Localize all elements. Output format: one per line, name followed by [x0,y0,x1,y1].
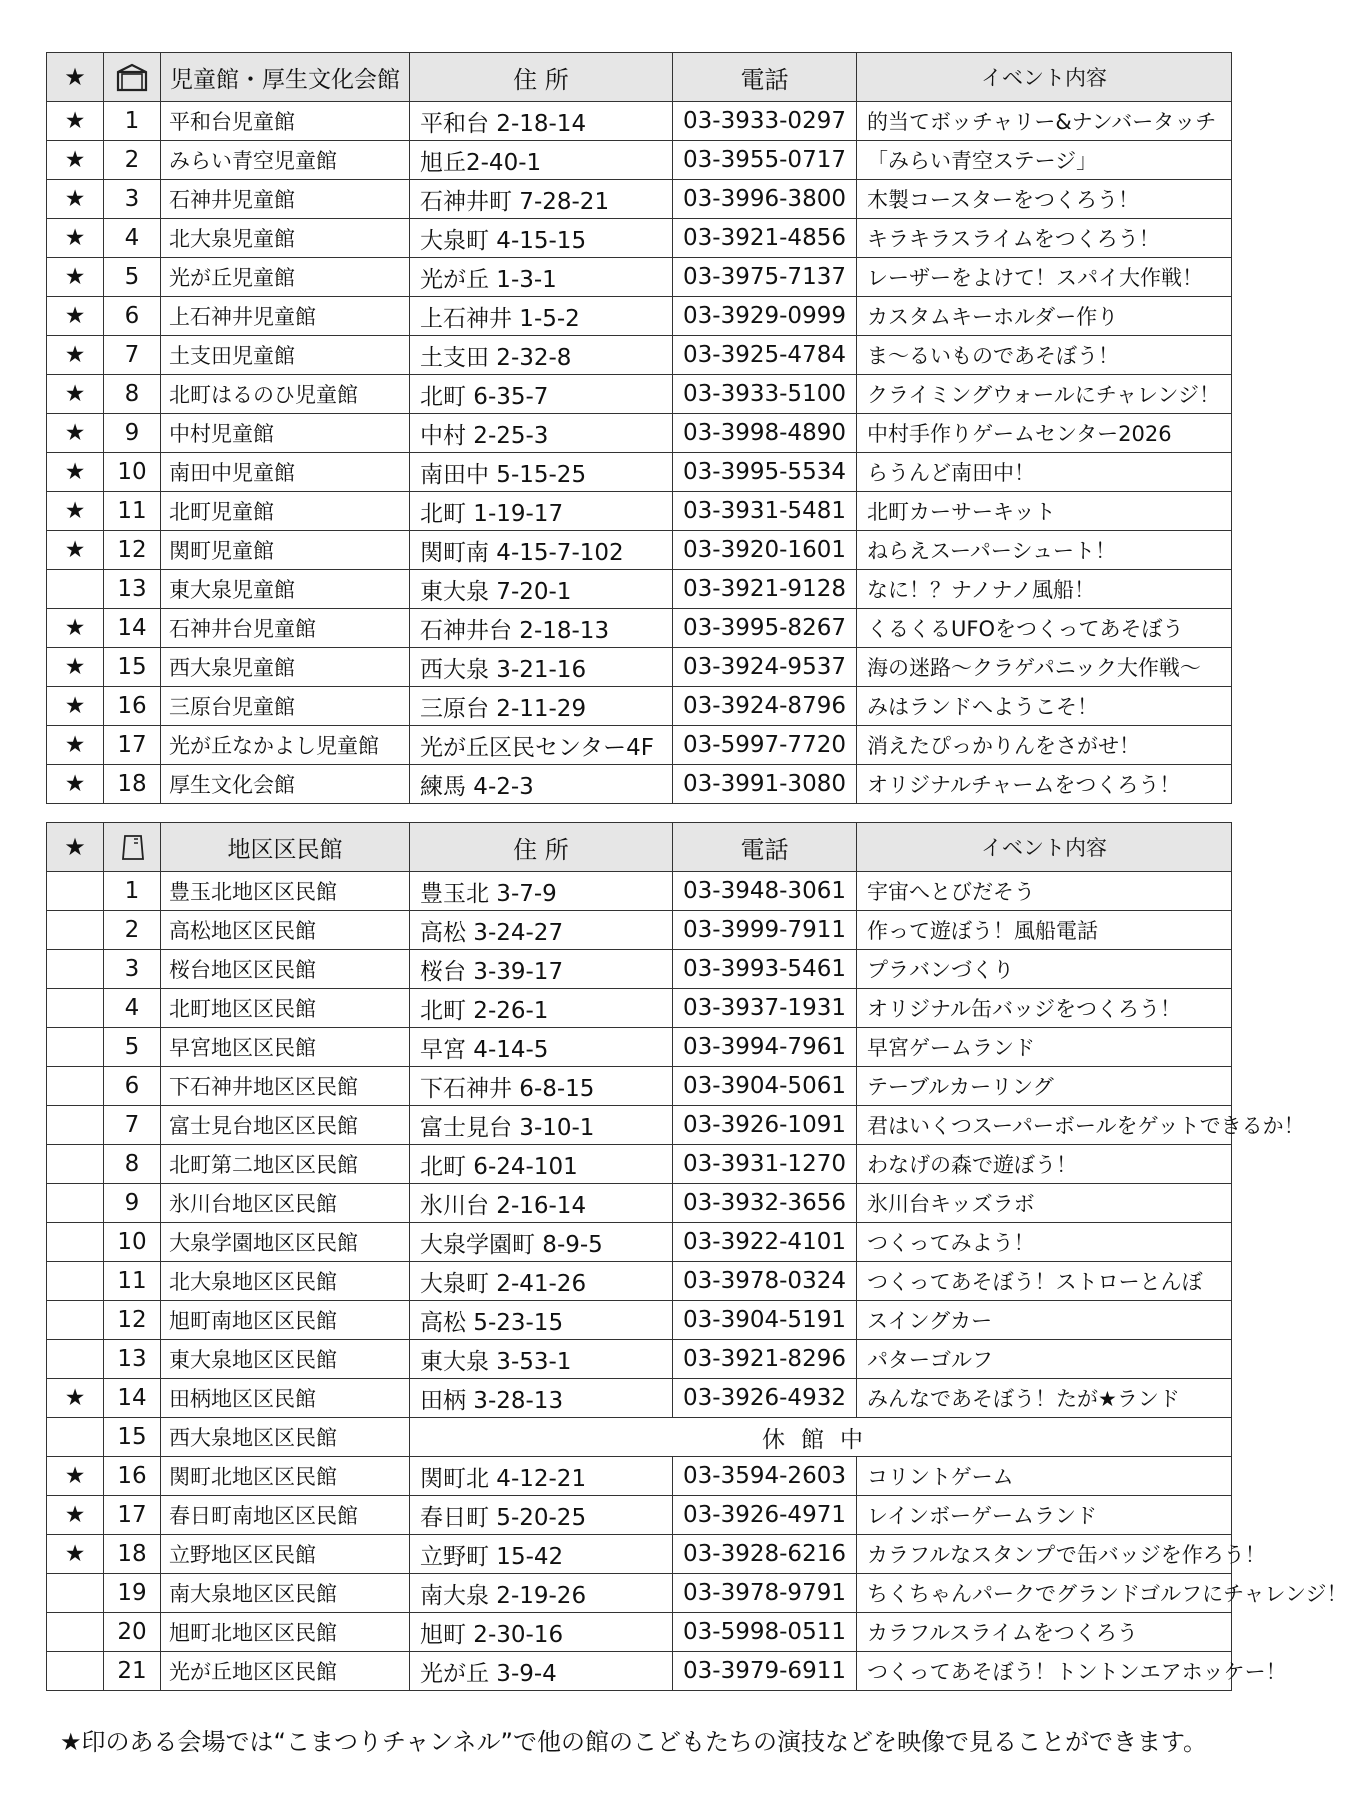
address: 関町北 4-12-21 [410,1457,673,1496]
phone-number: 03-3921-9128 [673,570,857,609]
row-number: 15 [104,648,161,687]
phone-number: 03-3594-2603 [673,1457,857,1496]
address: 土支田 2-32-8 [410,336,673,375]
event-description: 君はいくつスーパーボールをゲットできるか！ [857,1106,1232,1145]
table-row [47,570,1232,609]
table-row [47,531,1232,570]
phone-number: 03-3995-8267 [673,609,857,648]
event-description: ちくちゃんパークでグランドゴルフにチャレンジ！ [857,1574,1232,1613]
row-number: 14 [104,609,161,648]
facility-name: みらい青空児童館 [161,141,410,180]
facility-name: 平和台児童館 [161,102,410,141]
star-mark: ★ [47,1457,104,1496]
star-mark: ★ [47,180,104,219]
table-row [47,1145,1232,1184]
facility-name: 東大泉地区区民館 [161,1340,410,1379]
facility-name-header: 地区区民館 [161,823,410,872]
star-mark: ★ [47,726,104,765]
event-description: 「みらい青空ステージ」 [857,141,1232,180]
phone-number: 03-3921-8296 [673,1340,857,1379]
facility-name: 南田中児童館 [161,453,410,492]
star-mark [47,570,104,609]
row-number: 13 [104,570,161,609]
table-row [47,1106,1232,1145]
phone-header: 電話 [673,823,857,872]
table-row [47,141,1232,180]
star-mark: ★ [47,336,104,375]
event-header: イベント内容 [857,53,1232,102]
facility-name: 高松地区区民館 [161,911,410,950]
facility-name: 下石神井地区区民館 [161,1067,410,1106]
event-description: 作って遊ぼう！風船電話 [857,911,1232,950]
facility-name: 三原台児童館 [161,687,410,726]
star-mark: ★ [47,219,104,258]
phone-number: 03-3998-4890 [673,414,857,453]
table-row [47,336,1232,375]
facility-name: 石神井児童館 [161,180,410,219]
address: 大泉学園町 8-9-5 [410,1223,673,1262]
star-mark [47,1028,104,1067]
table-row [47,911,1232,950]
phone-number: 03-3929-0999 [673,297,857,336]
footnote: ★印のある会場では“こまつりチャンネル”で他の館のこどもたちの演技などを映像で見ることができます。 [60,1728,1208,1756]
star-mark: ★ [47,687,104,726]
facility-name: 石神井台児童館 [161,609,410,648]
event-description: ねらえスーパーシュート！ [857,531,1232,570]
phone-number: 03-3955-0717 [673,141,857,180]
event-description: プラバンづくり [857,950,1232,989]
address: 光が丘 3-9-4 [410,1652,673,1691]
star-mark: ★ [47,414,104,453]
phone-number: 03-5998-0511 [673,1613,857,1652]
row-number: 13 [104,1340,161,1379]
event-description: クライミングウォールにチャレンジ！ [857,375,1232,414]
row-number: 9 [104,1184,161,1223]
address-header: 住 所 [410,53,673,102]
row-number: 1 [104,872,161,911]
event-description: カスタムキーホルダー作り [857,297,1232,336]
phone-number: 03-3979-6911 [673,1652,857,1691]
address: 上石神井 1-5-2 [410,297,673,336]
address: 東大泉 3-53-1 [410,1340,673,1379]
phone-number: 03-3975-7137 [673,258,857,297]
row-number: 16 [104,687,161,726]
facility-name: 富士見台地区区民館 [161,1106,410,1145]
address: 練馬 4-2-3 [410,765,673,804]
event-description: ま～るいものであそぼう！ [857,336,1232,375]
phone-number: 03-3994-7961 [673,1028,857,1067]
table-row [47,687,1232,726]
star-mark: ★ [47,453,104,492]
star-mark: ★ [47,1379,104,1418]
star-mark: ★ [47,141,104,180]
facility-name: 北町児童館 [161,492,410,531]
address: 平和台 2-18-14 [410,102,673,141]
facility-name: 関町北地区区民館 [161,1457,410,1496]
table-row [47,1067,1232,1106]
facility-name: 上石神井児童館 [161,297,410,336]
event-description: 氷川台キッズラボ [857,1184,1232,1223]
table-row [47,1574,1232,1613]
row-number: 2 [104,141,161,180]
star-mark [47,1613,104,1652]
facility-name: 北町はるのひ児童館 [161,375,410,414]
facility-name: 光が丘地区区民館 [161,1652,410,1691]
phone-number: 03-3995-5534 [673,453,857,492]
table-row [47,1652,1232,1691]
facility-name: 東大泉児童館 [161,570,410,609]
row-number: 5 [104,1028,161,1067]
phone-number: 03-3924-8796 [673,687,857,726]
star-mark [47,1301,104,1340]
facility-name: 氷川台地区区民館 [161,1184,410,1223]
address: 東大泉 7-20-1 [410,570,673,609]
phone-number: 03-3921-4856 [673,219,857,258]
address: 旭町 2-30-16 [410,1613,673,1652]
table-row [47,219,1232,258]
address: 北町 1-19-17 [410,492,673,531]
address: 氷川台 2-16-14 [410,1184,673,1223]
table-row [47,1379,1232,1418]
row-number: 10 [104,1223,161,1262]
address: 三原台 2-11-29 [410,687,673,726]
facility-name: 厚生文化会館 [161,765,410,804]
table-row [47,1262,1232,1301]
phone-number: 03-3933-5100 [673,375,857,414]
star-mark [47,1574,104,1613]
row-number: 8 [104,1145,161,1184]
facility-name: 豊玉北地区区民館 [161,872,410,911]
star-mark [47,1184,104,1223]
facility-name: 立野地区区民館 [161,1535,410,1574]
table-row [47,414,1232,453]
star-mark [47,989,104,1028]
table-row [47,375,1232,414]
phone-header: 電話 [673,53,857,102]
star-column-header: ★ [47,823,104,872]
phone-number: 03-3920-1601 [673,531,857,570]
table-row [47,1184,1232,1223]
phone-number: 03-3922-4101 [673,1223,857,1262]
address: 関町南 4-15-7-102 [410,531,673,570]
row-number: 8 [104,375,161,414]
star-mark: ★ [47,102,104,141]
star-mark [47,1652,104,1691]
event-description: パターゴルフ [857,1340,1232,1379]
phone-number: 03-3932-3656 [673,1184,857,1223]
event-description: くるくるUFOをつくってあそぼう [857,609,1232,648]
event-description: みはランドへようこそ！ [857,687,1232,726]
children-center-table [46,52,1232,804]
star-mark [47,1223,104,1262]
address: 旭丘2-40-1 [410,141,673,180]
address: 石神井台 2-18-13 [410,609,673,648]
event-description: テーブルカーリング [857,1067,1232,1106]
table-row [47,258,1232,297]
event-description: わなげの森で遊ぼう！ [857,1145,1232,1184]
table-row [47,1301,1232,1340]
row-number: 3 [104,950,161,989]
facility-name: 春日町南地区区民館 [161,1496,410,1535]
address: 光が丘 1-3-1 [410,258,673,297]
table-row [47,102,1232,141]
table-row [47,648,1232,687]
row-number: 17 [104,1496,161,1535]
address: 春日町 5-20-25 [410,1496,673,1535]
table-row [47,453,1232,492]
event-description: みんなであそぼう！たが★ランド [857,1379,1232,1418]
phone-number: 03-3924-9537 [673,648,857,687]
table-row [47,492,1232,531]
row-number: 3 [104,180,161,219]
table-row [47,1028,1232,1067]
phone-number: 03-3991-3080 [673,765,857,804]
star-mark [47,1418,104,1457]
row-number: 12 [104,531,161,570]
event-description: カラフルスライムをつくろう [857,1613,1232,1652]
row-number: 1 [104,102,161,141]
star-mark [47,1145,104,1184]
address-header: 住 所 [410,823,673,872]
star-mark: ★ [47,1496,104,1535]
star-mark: ★ [47,765,104,804]
event-description: コリントゲーム [857,1457,1232,1496]
event-description: オリジナル缶バッジをつくろう！ [857,989,1232,1028]
star-mark [47,1262,104,1301]
event-description: レインボーゲームランド [857,1496,1232,1535]
event-description: 北町カーサーキット [857,492,1232,531]
row-number: 20 [104,1613,161,1652]
star-mark: ★ [47,492,104,531]
row-number: 14 [104,1379,161,1418]
table-row [47,1223,1232,1262]
table-header-row [47,823,1232,872]
table-row [47,1457,1232,1496]
facility-name: 田柄地区区民館 [161,1379,410,1418]
event-description: レーザーをよけて！スパイ大作戦！ [857,258,1232,297]
star-mark: ★ [47,609,104,648]
event-description: らうんど南田中！ [857,453,1232,492]
table-row [47,872,1232,911]
row-number: 11 [104,1262,161,1301]
event-description: 中村手作りゲームセンター2026 [857,414,1232,453]
table-row [47,1496,1232,1535]
phone-number: 03-3993-5461 [673,950,857,989]
star-mark: ★ [47,375,104,414]
facility-name: 光が丘児童館 [161,258,410,297]
house-icon [104,53,161,102]
event-description: つくってあそぼう！トントンエアホッケー！ [857,1652,1232,1691]
phone-number: 03-3904-5191 [673,1301,857,1340]
star-mark: ★ [47,531,104,570]
event-description: 木製コースターをつくろう！ [857,180,1232,219]
facility-name: 旭町南地区区民館 [161,1301,410,1340]
event-description: 的当てボッチャリー&ナンバータッチ [857,102,1232,141]
table-row [47,180,1232,219]
event-description: 消えたぴっかりんをさがせ！ [857,726,1232,765]
row-number: 4 [104,989,161,1028]
event-description: カラフルなスタンプで缶バッジを作ろう！ [857,1535,1232,1574]
address: 西大泉 3-21-16 [410,648,673,687]
table-header-row [47,53,1232,102]
facility-name: 西大泉地区区民館 [161,1418,410,1457]
table-row [47,726,1232,765]
address: 富士見台 3-10-1 [410,1106,673,1145]
facility-name: 北町第二地区区民館 [161,1145,410,1184]
facility-name: 桜台地区区民館 [161,950,410,989]
address: 桜台 3-39-17 [410,950,673,989]
star-mark: ★ [47,258,104,297]
address: 中村 2-25-3 [410,414,673,453]
star-mark [47,1340,104,1379]
event-description: スイングカー [857,1301,1232,1340]
phone-number: 03-3926-4932 [673,1379,857,1418]
address: 高松 3-24-27 [410,911,673,950]
row-number: 12 [104,1301,161,1340]
row-number: 4 [104,219,161,258]
table-row [47,297,1232,336]
phone-number: 03-3926-1091 [673,1106,857,1145]
address: 高松 5-23-15 [410,1301,673,1340]
event-header: イベント内容 [857,823,1232,872]
flag-icon [104,823,161,872]
table-row [47,609,1232,648]
table-row [47,1535,1232,1574]
address: 光が丘区民センター4F [410,726,673,765]
district-hall-table [46,822,1347,1691]
phone-number: 03-3996-3800 [673,180,857,219]
facility-name: 北町地区区民館 [161,989,410,1028]
facility-name: 西大泉児童館 [161,648,410,687]
row-number: 16 [104,1457,161,1496]
table-row [47,765,1232,804]
phone-number: 03-5997-7720 [673,726,857,765]
address: 豊玉北 3-7-9 [410,872,673,911]
row-number: 6 [104,1067,161,1106]
event-description: つくってみよう！ [857,1223,1232,1262]
facility-name: 関町児童館 [161,531,410,570]
facility-name: 旭町北地区区民館 [161,1613,410,1652]
row-number: 7 [104,336,161,375]
facility-name: 土支田児童館 [161,336,410,375]
table-row [47,1418,1232,1457]
table-row [47,950,1232,989]
address: 南田中 5-15-25 [410,453,673,492]
facility-name: 中村児童館 [161,414,410,453]
address: 下石神井 6-8-15 [410,1067,673,1106]
row-number: 11 [104,492,161,531]
event-description: 早宮ゲームランド [857,1028,1232,1067]
event-description: 宇宙へとびだそう [857,872,1232,911]
row-number: 9 [104,414,161,453]
address: 南大泉 2-19-26 [410,1574,673,1613]
phone-number: 03-3904-5061 [673,1067,857,1106]
row-number: 17 [104,726,161,765]
address: 北町 6-35-7 [410,375,673,414]
address: 田柄 3-28-13 [410,1379,673,1418]
facility-name: 早宮地区区民館 [161,1028,410,1067]
facility-name: 光が丘なかよし児童館 [161,726,410,765]
phone-number: 03-3928-6216 [673,1535,857,1574]
star-mark [47,911,104,950]
star-mark: ★ [47,297,104,336]
facility-name: 南大泉地区区民館 [161,1574,410,1613]
address: 早宮 4-14-5 [410,1028,673,1067]
row-number: 18 [104,1535,161,1574]
star-mark: ★ [47,648,104,687]
table-row [47,1613,1232,1652]
row-number: 19 [104,1574,161,1613]
phone-number: 03-3931-5481 [673,492,857,531]
phone-number: 03-3978-0324 [673,1262,857,1301]
star-mark: ★ [47,1535,104,1574]
row-number: 2 [104,911,161,950]
facility-name-header: 児童館・厚生文化会館 [161,53,410,102]
row-number: 18 [104,765,161,804]
star-mark [47,1106,104,1145]
event-description: 海の迷路～クラゲパニック大作戦～ [857,648,1232,687]
closed-notice: 休館中 [410,1418,1232,1457]
row-number: 21 [104,1652,161,1691]
row-number: 6 [104,297,161,336]
table-row [47,989,1232,1028]
row-number: 15 [104,1418,161,1457]
phone-number: 03-3931-1270 [673,1145,857,1184]
facility-name: 北大泉児童館 [161,219,410,258]
phone-number: 03-3933-0297 [673,102,857,141]
event-description: オリジナルチャームをつくろう！ [857,765,1232,804]
phone-number: 03-3926-4971 [673,1496,857,1535]
address: 石神井町 7-28-21 [410,180,673,219]
facility-name: 北大泉地区区民館 [161,1262,410,1301]
address: 北町 2-26-1 [410,989,673,1028]
event-description: なに！？ナノナノ風船！ [857,570,1232,609]
event-description: キラキラスライムをつくろう！ [857,219,1232,258]
phone-number: 03-3925-4784 [673,336,857,375]
star-mark [47,872,104,911]
star-mark [47,1067,104,1106]
address: 立野町 15-42 [410,1535,673,1574]
phone-number: 03-3999-7911 [673,911,857,950]
phone-number: 03-3937-1931 [673,989,857,1028]
row-number: 10 [104,453,161,492]
phone-number: 03-3978-9791 [673,1574,857,1613]
row-number: 7 [104,1106,161,1145]
star-mark [47,950,104,989]
address: 大泉町 4-15-15 [410,219,673,258]
event-description: つくってあそぼう！ストローとんぼ [857,1262,1232,1301]
row-number: 5 [104,258,161,297]
star-column-header: ★ [47,53,104,102]
address: 北町 6-24-101 [410,1145,673,1184]
phone-number: 03-3948-3061 [673,872,857,911]
table-row [47,1340,1232,1379]
facility-name: 大泉学園地区区民館 [161,1223,410,1262]
address: 大泉町 2-41-26 [410,1262,673,1301]
